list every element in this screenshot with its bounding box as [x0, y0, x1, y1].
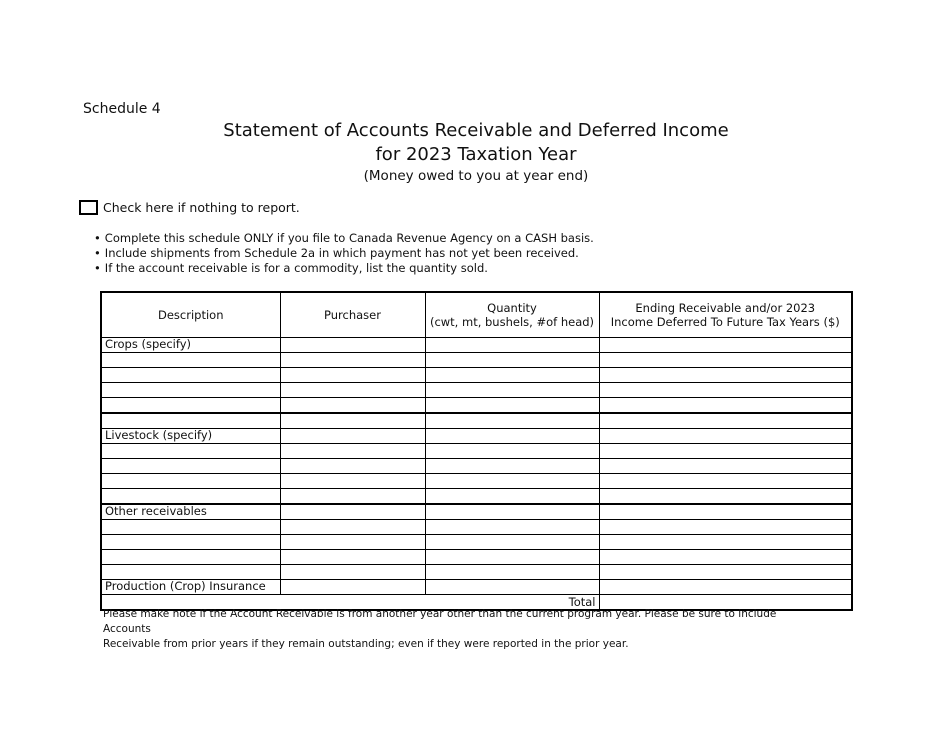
amount-cell[interactable] — [599, 338, 852, 353]
description-cell[interactable] — [101, 413, 280, 429]
purchaser-cell[interactable] — [280, 474, 425, 489]
purchaser-cell[interactable] — [280, 353, 425, 368]
page-subtitle: (Money owed to you at year end) — [363, 168, 589, 184]
purchaser-header: Purchaser — [280, 292, 425, 338]
description-cell[interactable] — [101, 368, 280, 383]
description-cell[interactable] — [101, 474, 280, 489]
quantity-cell[interactable] — [425, 338, 599, 353]
table-row — [101, 489, 852, 505]
table-row — [101, 520, 852, 535]
amount-cell[interactable] — [599, 368, 852, 383]
livestock-label: Livestock (specify) — [101, 429, 280, 444]
table-row — [101, 413, 852, 429]
amount-cell[interactable] — [599, 429, 852, 444]
crops-label: Crops (specify) — [101, 338, 280, 353]
description-cell[interactable] — [101, 565, 280, 580]
section-other — [101, 504, 852, 520]
table-row — [101, 398, 852, 414]
purchaser-cell[interactable] — [280, 565, 425, 580]
ending-header-line1: Ending Receivable and/or 2023 — [635, 301, 816, 315]
purchaser-cell[interactable] — [280, 550, 425, 565]
description-cell[interactable] — [101, 520, 280, 535]
total-label: Total — [425, 595, 599, 611]
table-row — [101, 383, 852, 398]
description-cell[interactable] — [101, 550, 280, 565]
page-title: Statement of Accounts Receivable and Deferred Income — [223, 120, 729, 141]
table-row — [101, 353, 852, 368]
purchaser-cell[interactable] — [280, 429, 425, 444]
amount-cell[interactable] — [599, 474, 852, 489]
quantity-cell[interactable] — [425, 474, 599, 489]
nothing-to-report-label: Check here if nothing to report. — [103, 200, 300, 215]
section-insurance — [101, 580, 852, 595]
quantity-cell[interactable] — [425, 520, 599, 535]
crop-insurance-label: Production (Crop) Insurance — [101, 580, 280, 595]
footnote — [103, 607, 783, 652]
quantity-cell[interactable] — [425, 413, 599, 429]
purchaser-cell[interactable] — [280, 398, 425, 414]
table-row — [101, 550, 852, 565]
quantity-cell[interactable] — [425, 565, 599, 580]
amount-cell[interactable] — [599, 383, 852, 398]
amount-cell[interactable] — [599, 459, 852, 474]
other-receivables-label: Other receivables — [101, 504, 280, 520]
footnote-line: Receivable from prior years if they remain outstanding; even if they were reported in the prior year. — [103, 638, 629, 650]
receivables-table — [100, 291, 853, 611]
purchaser-cell[interactable] — [280, 459, 425, 474]
table-row — [101, 368, 852, 383]
section-crops — [101, 338, 852, 353]
amount-cell[interactable] — [599, 489, 852, 505]
description-cell[interactable] — [101, 398, 280, 414]
section-livestock — [101, 429, 852, 444]
purchaser-cell[interactable] — [280, 535, 425, 550]
amount-cell[interactable] — [599, 353, 852, 368]
quantity-header-title: Quantity — [487, 301, 537, 315]
purchaser-cell[interactable] — [280, 489, 425, 505]
page-title-year: for 2023 Taxation Year — [375, 144, 577, 165]
purchaser-cell[interactable] — [280, 413, 425, 429]
ending-receivable-header — [599, 292, 852, 338]
quantity-cell[interactable] — [425, 535, 599, 550]
amount-cell[interactable] — [599, 444, 852, 459]
quantity-cell[interactable] — [425, 489, 599, 505]
quantity-cell[interactable] — [425, 368, 599, 383]
purchaser-cell[interactable] — [280, 383, 425, 398]
description-cell[interactable] — [101, 535, 280, 550]
quantity-cell[interactable] — [425, 429, 599, 444]
quantity-cell[interactable] — [425, 550, 599, 565]
instruction-item: • If the account receivable is for a commodity, list the quantity sold. — [94, 261, 594, 276]
table-row — [101, 444, 852, 459]
quantity-cell[interactable] — [425, 580, 599, 595]
amount-cell[interactable] — [599, 550, 852, 565]
nothing-to-report-row — [79, 200, 300, 215]
description-cell[interactable] — [101, 353, 280, 368]
purchaser-cell[interactable] — [280, 504, 425, 520]
schedule-number: Schedule 4 — [83, 101, 161, 117]
instruction-item: • Include shipments from Schedule 2a in which payment has not yet been received. — [94, 246, 594, 261]
purchaser-cell[interactable] — [280, 444, 425, 459]
amount-cell[interactable] — [599, 504, 852, 520]
quantity-cell[interactable] — [425, 504, 599, 520]
amount-cell[interactable] — [599, 565, 852, 580]
table-row — [101, 535, 852, 550]
instruction-item: • Complete this schedule ONLY if you file to Canada Revenue Agency on a CASH basis. — [94, 231, 594, 246]
purchaser-cell[interactable] — [280, 338, 425, 353]
quantity-cell[interactable] — [425, 353, 599, 368]
table-row — [101, 565, 852, 580]
description-header: Description — [101, 292, 280, 338]
quantity-header — [425, 292, 599, 338]
table-header-row — [101, 292, 852, 338]
amount-cell[interactable] — [599, 580, 852, 595]
quantity-cell[interactable] — [425, 459, 599, 474]
amount-cell[interactable] — [599, 520, 852, 535]
amount-cell[interactable] — [599, 413, 852, 429]
description-cell[interactable] — [101, 383, 280, 398]
nothing-to-report-checkbox[interactable] — [79, 200, 98, 215]
purchaser-cell[interactable] — [280, 520, 425, 535]
table-row — [101, 474, 852, 489]
quantity-header-units: (cwt, mt, bushels, #of head) — [429, 315, 595, 329]
quantity-cell[interactable] — [425, 383, 599, 398]
purchaser-cell[interactable] — [280, 368, 425, 383]
instructions-list — [94, 231, 594, 276]
quantity-cell[interactable] — [425, 398, 599, 414]
description-cell[interactable] — [101, 489, 280, 505]
ending-header-line2: Income Deferred To Future Tax Years ($) — [610, 315, 840, 329]
purchaser-cell[interactable] — [280, 580, 425, 595]
amount-cell[interactable] — [599, 398, 852, 414]
quantity-cell[interactable] — [425, 444, 599, 459]
footnote-line: Please make note if the Account Receivable is from another year other than the current program year. Please be sure to include Accounts — [103, 608, 777, 635]
description-cell[interactable] — [101, 444, 280, 459]
amount-cell[interactable] — [599, 535, 852, 550]
description-cell[interactable] — [101, 459, 280, 474]
table-row — [101, 459, 852, 474]
